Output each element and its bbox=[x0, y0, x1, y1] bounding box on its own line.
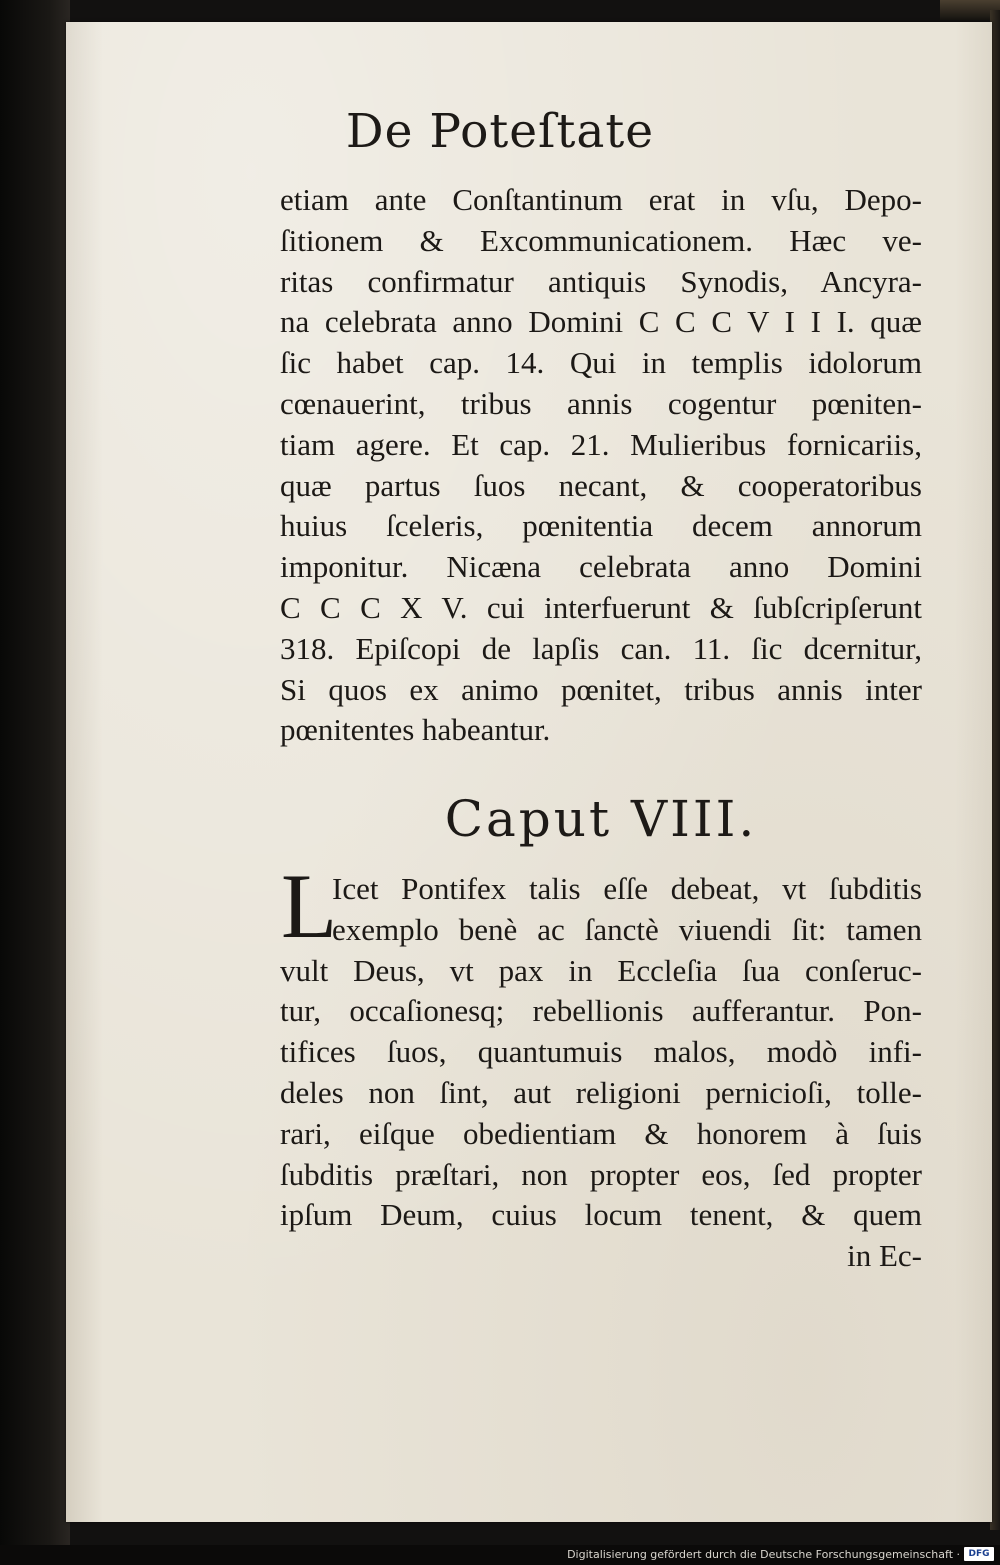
text-line: ritas confirmatur antiquis Synodis, Ancyra- bbox=[280, 263, 922, 299]
text-line: etiam ante Conſtantinum erat in vſu, Depo- bbox=[280, 182, 922, 217]
text-line: ipſum Deum, cuius locum tenent, & quem bbox=[280, 1197, 922, 1233]
text-line: ſitionem & Excommunicationem. Hæc ve- bbox=[280, 222, 922, 258]
text-line: ſubditis præſtari, non propter eos, ſed propter bbox=[280, 1156, 922, 1192]
text-line: exemplo benè ac ſanctè viuendi ſit: tamen bbox=[332, 911, 922, 947]
spine-shadow bbox=[0, 0, 70, 1565]
text-line: Si quos ex animo pœnitet, tribus annis inter bbox=[280, 671, 922, 707]
text-line: na celebrata anno Domini C C C V I I I. quæ bbox=[280, 304, 922, 340]
text-line: huius ſceleris, pœnitentia decem annorum bbox=[280, 508, 922, 544]
catchword: in Ec- bbox=[847, 1238, 922, 1274]
text-line: Icet Pontifex talis eſſe debeat, vt ſubditis bbox=[332, 871, 922, 906]
text-line: pœnitentes habeantur. bbox=[280, 712, 551, 748]
text-line: quæ partus ſuos necant, & cooperatoribus bbox=[280, 467, 922, 503]
running-head: De Poteſtate bbox=[345, 104, 655, 159]
text-line: vult Deus, vt pax in Eccleſia ſua conſeruc- bbox=[280, 952, 922, 988]
text-line: tur, occaſionesq; rebellionis aufferantur. Pon- bbox=[280, 993, 922, 1029]
drop-cap-initial: L bbox=[281, 855, 338, 957]
body-text-upper bbox=[280, 180, 922, 751]
text-line: C C C X V. cui interfuerunt & ſubſcripſerunt bbox=[280, 589, 922, 625]
text-line: tifices ſuos, quantumuis malos, modò infi- bbox=[280, 1034, 922, 1070]
dfg-logo-icon: DFG bbox=[964, 1547, 994, 1561]
text-line: tiam agere. Et cap. 21. Mulieribus fornicariis, bbox=[280, 426, 922, 462]
text-line: imponitur. Nicæna celebrata anno Domini bbox=[280, 549, 922, 585]
text-line: rari, eiſque obedientiam & honorem à ſuis bbox=[280, 1115, 922, 1151]
body-text-lower bbox=[280, 869, 922, 1277]
chapter-heading: Caput VIII. bbox=[444, 790, 758, 848]
funding-credit: Digitalisierung gefördert durch die Deutsche Forschungsgemeinschaft · bbox=[567, 1548, 960, 1561]
text-line: 318. Epiſcopi de lapſis can. 11. ſic dcernitur, bbox=[280, 630, 922, 666]
text-line: cœnauerint, tribus annis cogentur pœniten- bbox=[280, 385, 922, 421]
text-line: ſic habet cap. 14. Qui in templis idolorum bbox=[280, 345, 922, 381]
text-line: deles non ſint, aut religioni pernicioſi, tolle- bbox=[280, 1074, 922, 1110]
